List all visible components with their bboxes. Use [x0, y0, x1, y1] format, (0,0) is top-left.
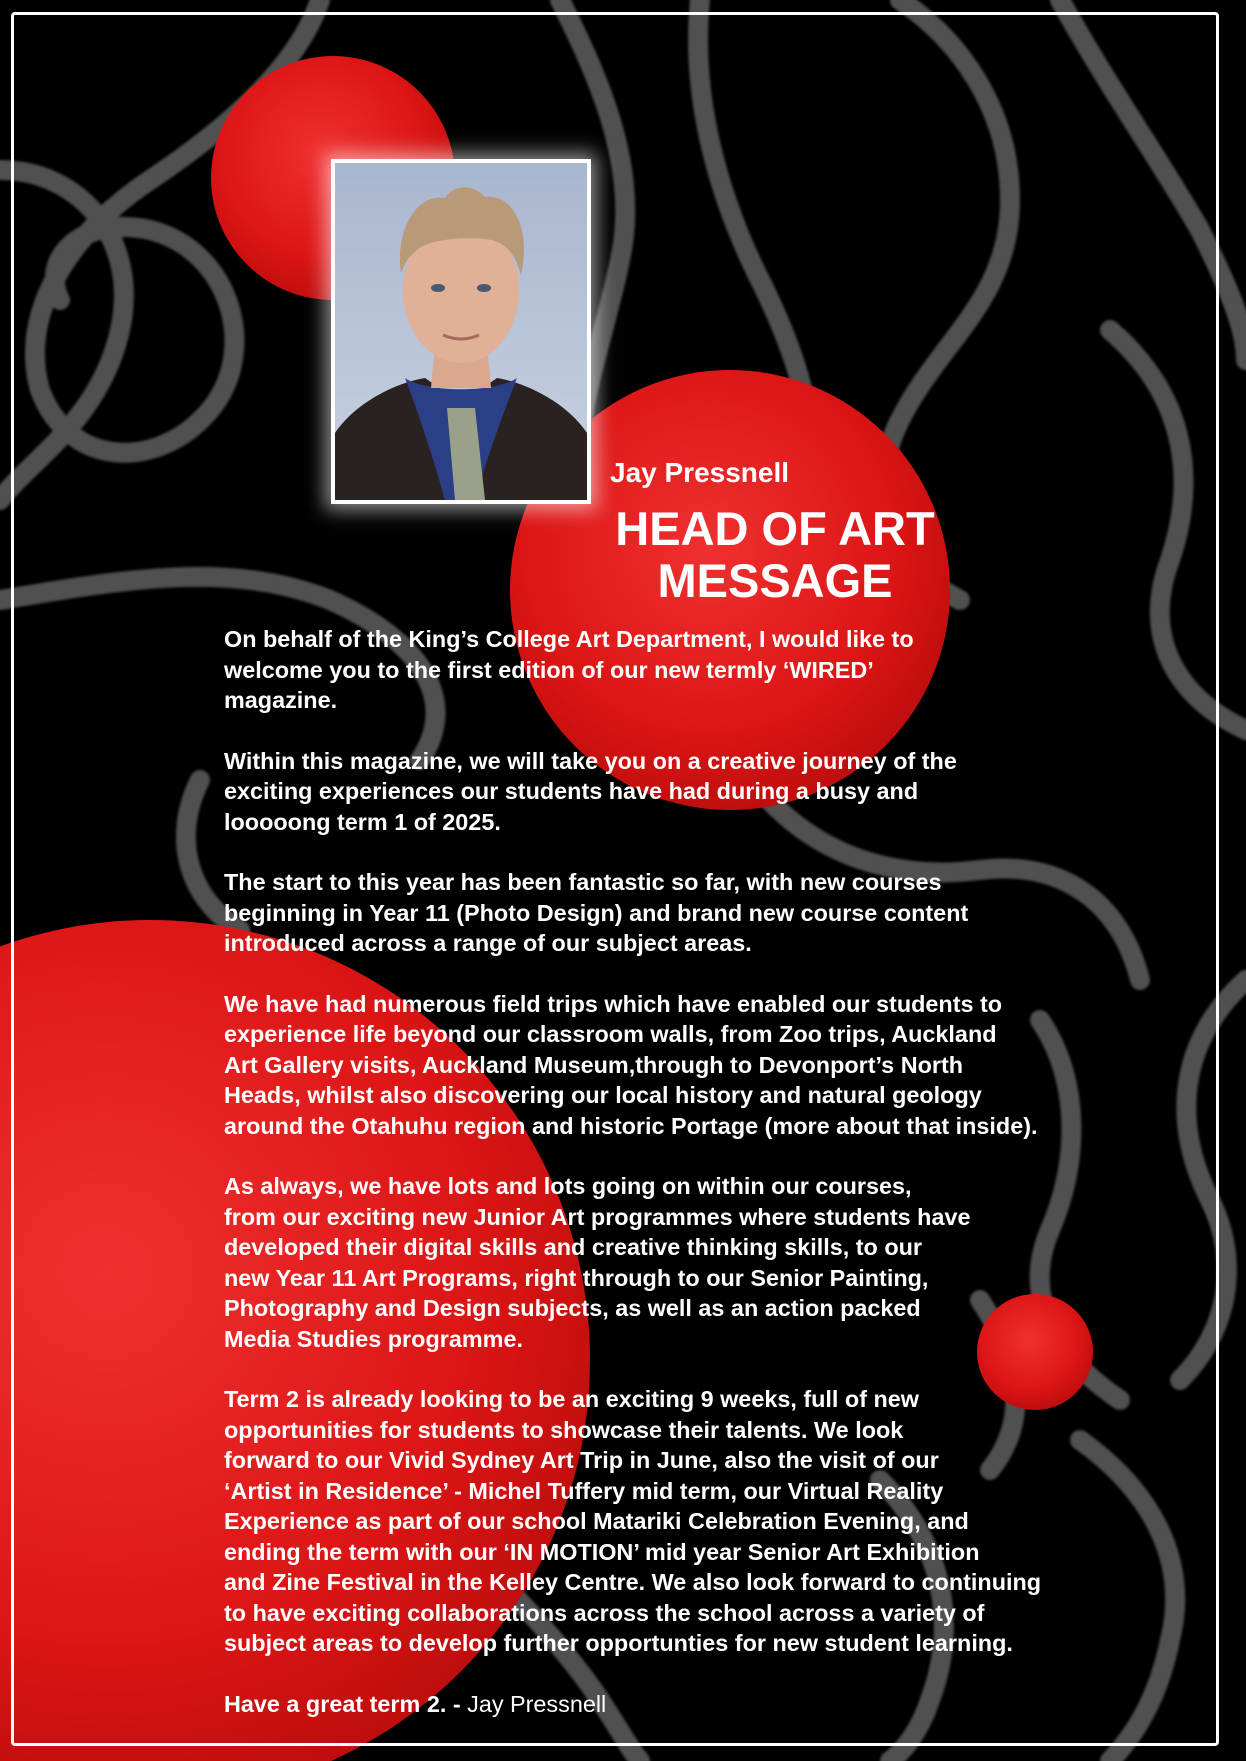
signature: Jay Pressnell [467, 1690, 607, 1717]
paragraph-3: The start to this year has been fantastic so far, with new courses beginning in Year 11 (Photo Design) and brand new course content introduced across a range of our subject areas. [224, 869, 969, 956]
message-body [224, 624, 1124, 1749]
paragraph-2: Within this magazine, we will take you on a creative journey of the exciting experiences our students have had during a busy and looooong term 1 of 2025. [224, 747, 957, 835]
title-line-2: MESSAGE [657, 554, 893, 607]
closing-text: Have a great term 2. - [224, 1690, 468, 1717]
title-line-1: HEAD OF ART [615, 502, 935, 555]
author-name: Jay Pressnell [610, 457, 790, 488]
portrait-illustration [335, 163, 587, 500]
closing-line [224, 1689, 1124, 1720]
paragraph-5: As always, we have lots and lots going on within our courses, from our exciting new Junior Art programmes where students have developed their digital skills and creative thinking skills, to our new Year 11 Art Programs, right through to our Senior Painting, Photography and Design subjects, as well as an action packed Media Studies programme. [224, 1173, 971, 1352]
portrait-photo [331, 159, 591, 504]
page-title [560, 503, 990, 607]
paragraph-4: We have had numerous field trips which have enabled our students to experience life beyond our classroom walls, from Zoo trips, Auckland Art Gallery visits, Auckland Museum,through to Devonport’s North Heads, whilst also discovering our local history and natural geology around the Otahuhu region and historic Portage (more about that inside). [224, 990, 1038, 1139]
paragraph-1: On behalf of the King’s College Art Department, I would like to welcome you to the first edition of our new termly ‘WIRED’ magazine. [224, 626, 914, 713]
paragraph-6: Term 2 is already looking to be an exciting 9 weeks, full of new opportunities for students to showcase their talents. We look forward to our Vivid Sydney Art Trip in June, also the visit of our ‘Artist in Residence’ - Michel Tuffery mid term, our Virtual Reality Experience as part of our school Matariki Celebration Evening, and ending the term with our ‘IN MOTION’ mid year Senior Art Exhibition and Zine Festival in the Kelley Centre. We also look forward to continuing to have exciting collaborations across the school across a variety of subject areas to develop further opportunties for new student learning. [224, 1386, 1042, 1656]
